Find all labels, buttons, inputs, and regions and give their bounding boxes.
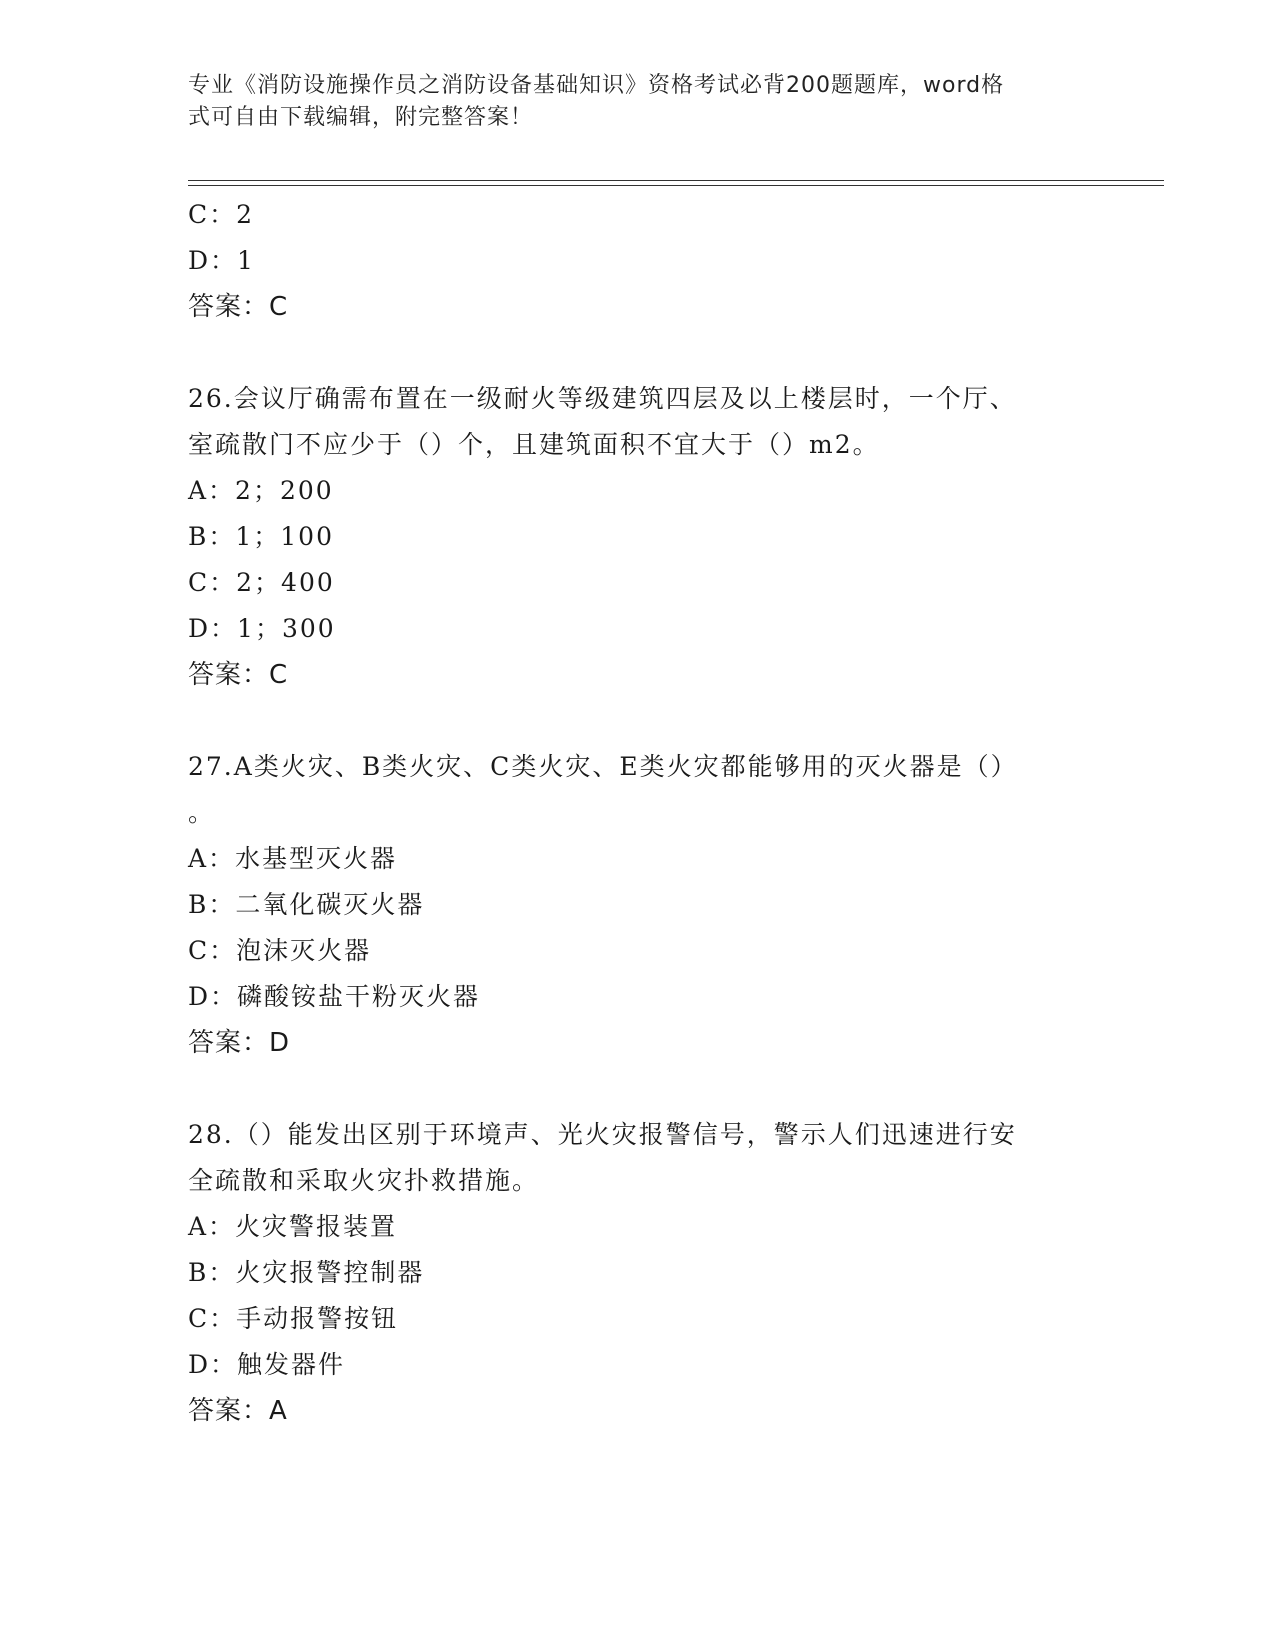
option-line: C：泡沫灭火器: [188, 936, 372, 965]
spacer: [188, 330, 1088, 376]
option-line: C：2: [188, 200, 255, 229]
answer-line: 答案：A: [188, 1396, 288, 1426]
document-header: [188, 70, 1088, 134]
option-line: B：火灾报警控制器: [188, 1258, 425, 1287]
answer-line: 答案：D: [188, 1028, 291, 1058]
question-text-line: 室疏散门不应少于（）个，且建筑面积不宜大于（）m2。: [188, 430, 880, 459]
question-content: [188, 192, 1088, 1434]
answer-line: 答案：C: [188, 292, 289, 322]
header-rule-bottom: [188, 185, 1164, 186]
question-text-line: 26.会议厅确需布置在一级耐火等级建筑四层及以上楼层时，一个厅、: [188, 384, 1017, 413]
option-line: D：1: [188, 246, 255, 275]
option-line: C：2；400: [188, 568, 335, 597]
option-line: A：2；200: [188, 476, 334, 505]
option-line: B：二氧化碳灭火器: [188, 890, 425, 919]
option-line: A：火灾警报装置: [188, 1212, 398, 1241]
spacer: [188, 1066, 1088, 1112]
option-line: D：1；300: [188, 614, 336, 643]
question-text-line: 27.A类火灾、B类火灾、C类火灾、E类火灾都能够用的灭火器是（）: [188, 752, 1018, 781]
option-line: D：触发器件: [188, 1350, 346, 1379]
answer-line: 答案：C: [188, 660, 289, 690]
option-line: B：1；100: [188, 522, 334, 551]
option-line: A：水基型灭火器: [188, 844, 398, 873]
spacer: [188, 698, 1088, 744]
header-rule-top: [188, 180, 1164, 181]
question-text-line: 全疏散和采取火灾扑救措施。: [188, 1166, 540, 1195]
question-text-line: 28.（）能发出区别于环境声、光火灾报警信号，警示人们迅速进行安: [188, 1120, 1017, 1149]
option-line: C：手动报警按钮: [188, 1304, 399, 1333]
option-line: D：磷酸铵盐干粉灭火器: [188, 982, 481, 1011]
question-text-line: 。: [188, 798, 216, 827]
header-line-2: 式可自由下载编辑，附完整答案！: [188, 105, 534, 130]
header-line-1: 专业《消防设施操作员之消防设备基础知识》资格考试必背200题题库，word格: [188, 73, 1005, 98]
